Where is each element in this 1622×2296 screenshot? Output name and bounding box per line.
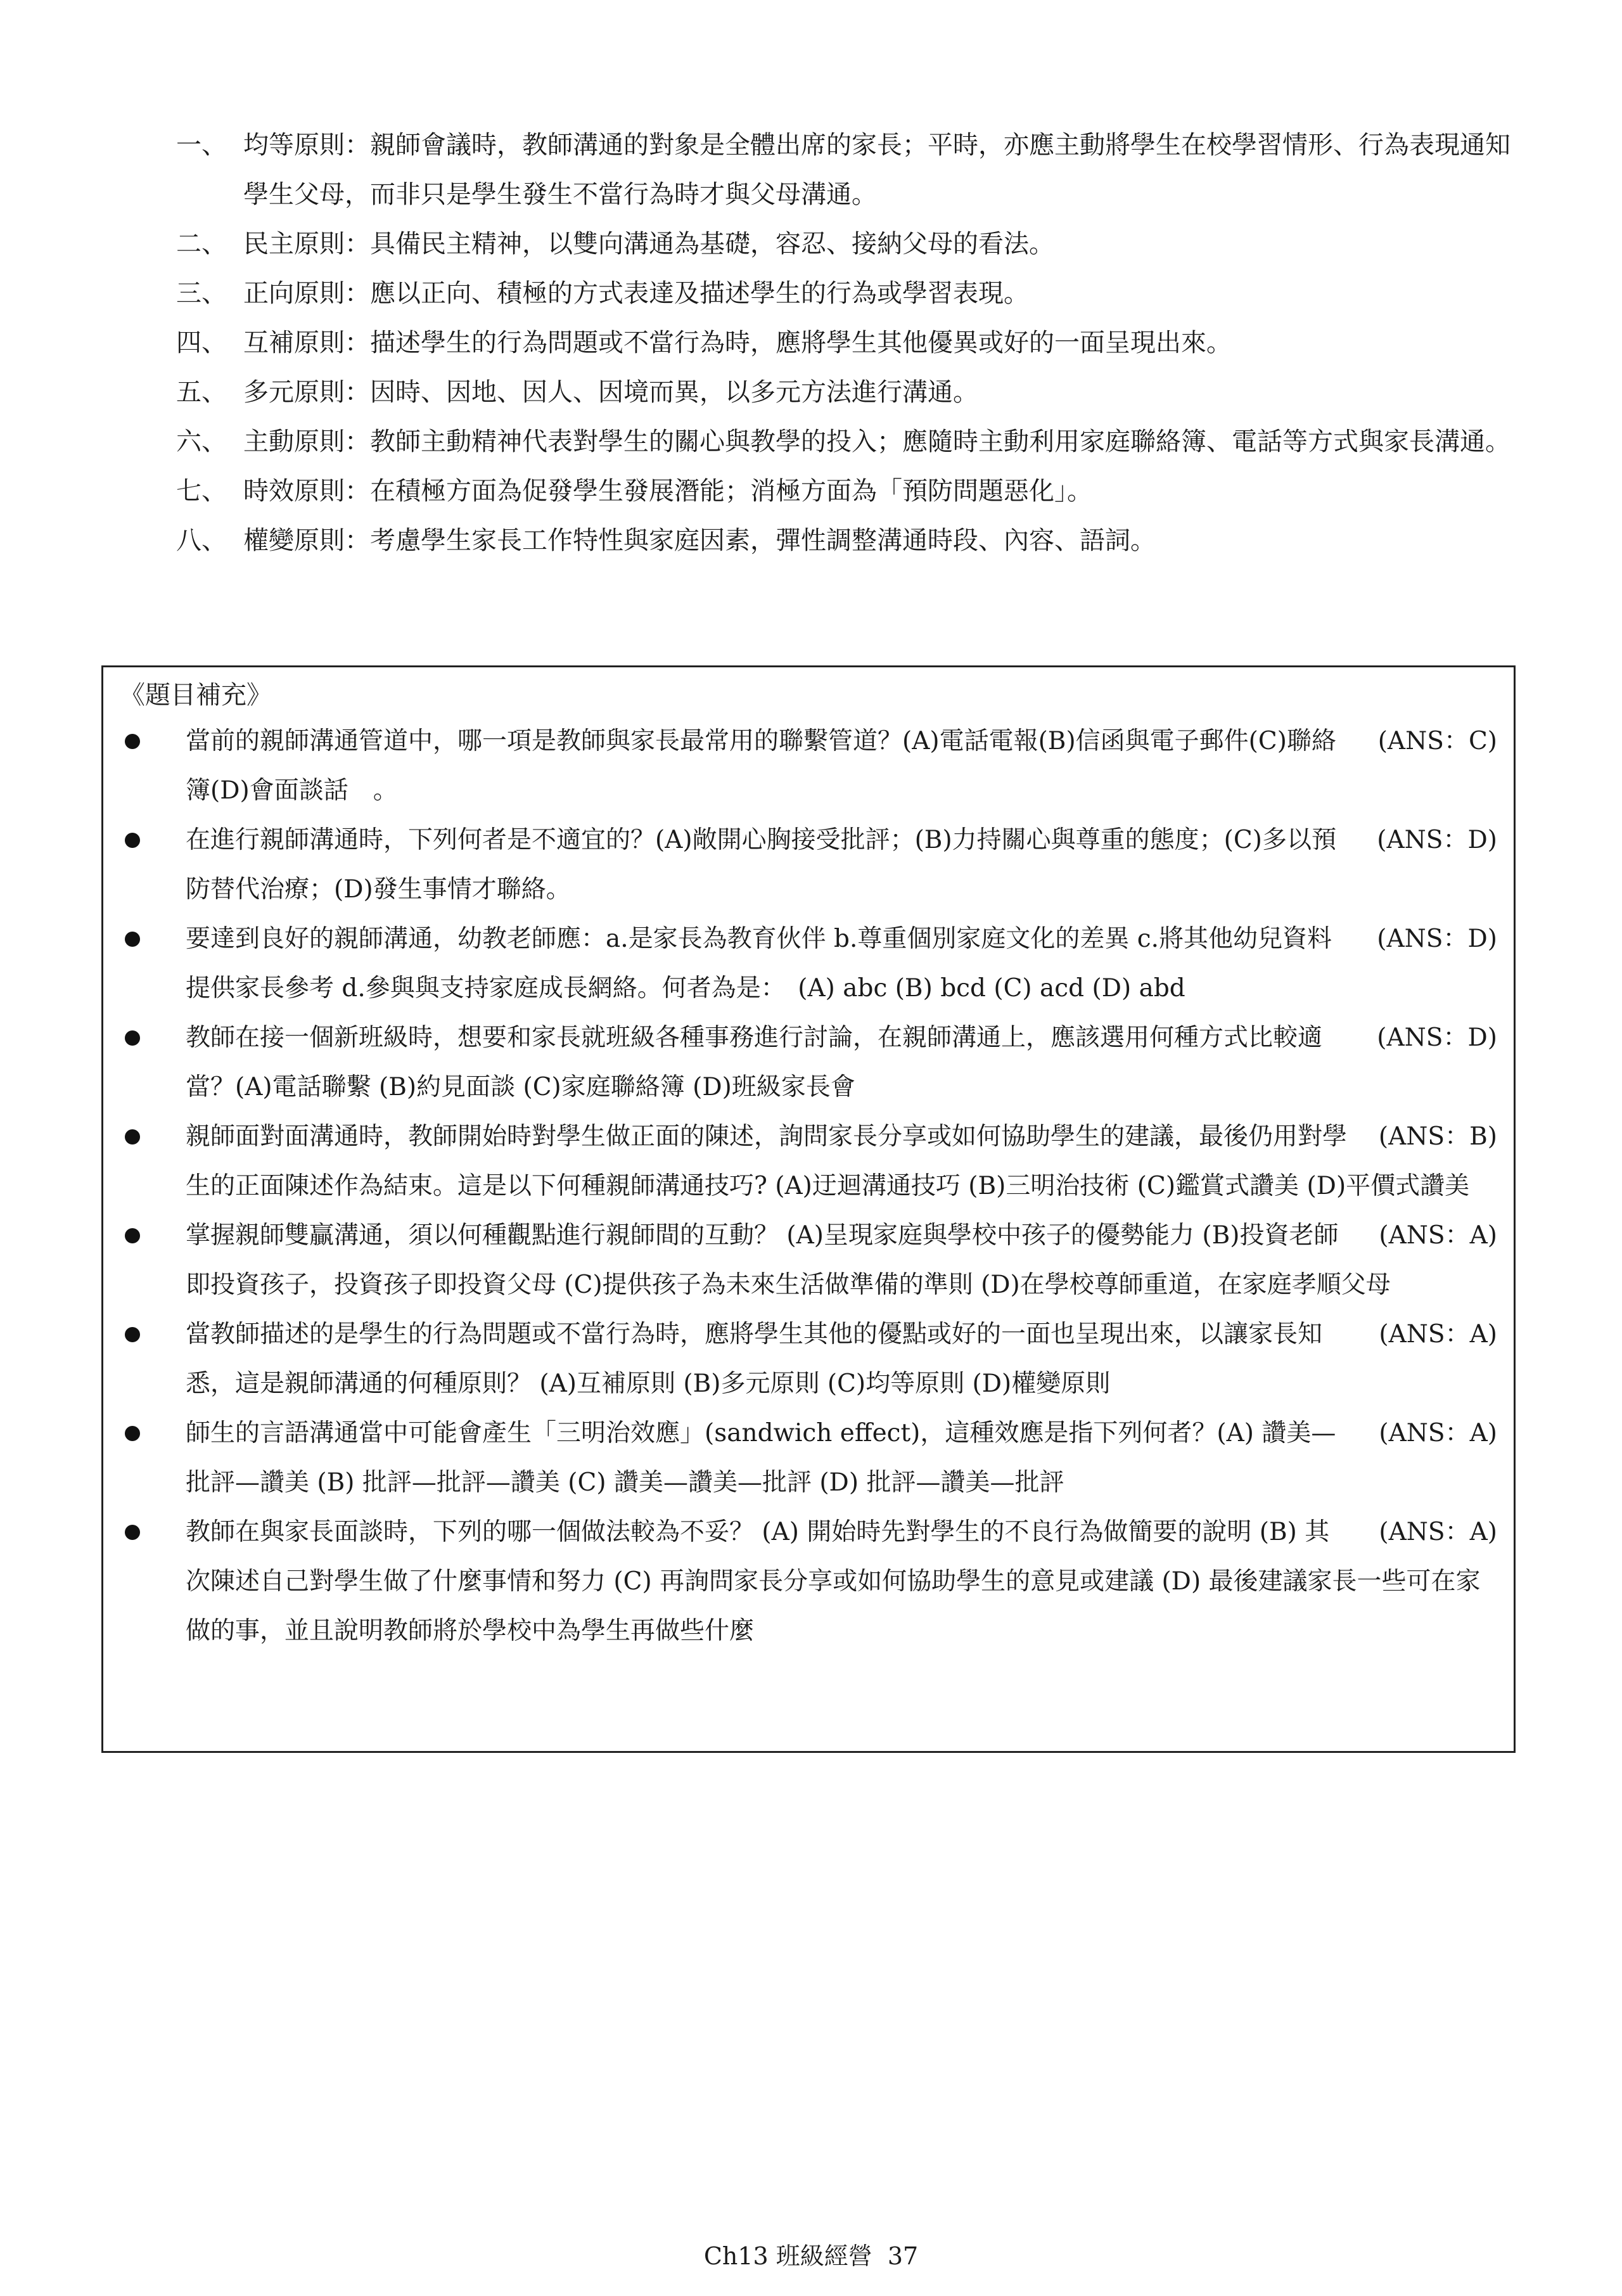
answer-label: (ANS：A): [1379, 1221, 1497, 1250]
answer-label: (ANS：D): [1377, 826, 1497, 854]
principle-item: [176, 368, 1526, 417]
principle-number: 五、: [176, 378, 227, 407]
question-text: 親師面對面溝通時，教師開始時對學生做正面的陳述，詢問家長分享或如何協助學生的建議，最後仍用對學生的正面陳述作為結束。這是以下何種親師溝通技巧? (A)迂迴溝通技巧 (B)三明治技術 (C)鑑賞式讚美 (D)平價式讚美: [186, 1122, 1470, 1200]
question-text: 師生的言語溝通當中可能會產生「三明治效應」(sandwich effect)，這種效應是指下列何者？(A) 讚美—批評—讚美 (B) 批評—批評—讚美 (C) 讚美—讚美—批評 (D) 批評—讚美—批評: [186, 1419, 1336, 1497]
principle-number: 四、: [176, 328, 227, 357]
answer-label: (ANS：B): [1378, 1122, 1497, 1151]
bullet-icon: [103, 816, 186, 865]
principle-item: [176, 516, 1526, 565]
principle-text: 互補原則：描述學生的行為問題或不當行為時，應將學生其他優異或好的一面呈現出來。: [243, 328, 1232, 357]
page-footer: [0, 2237, 1622, 2275]
question-item: [103, 1013, 1514, 1112]
question-body: [186, 717, 1514, 816]
principle-item: [176, 417, 1526, 466]
answer-label: (ANS：C): [1377, 727, 1497, 755]
bullet-icon: [103, 914, 186, 964]
bullet-icon: [103, 1013, 186, 1063]
principle-text: 均等原則：親師會議時，教師溝通的對象是全體出席的家長；平時，亦應主動將學生在校學習情形、行為表現通知學生父母，而非只是學生發生不當行為時才與父母溝通。: [243, 131, 1510, 209]
question-text: 要達到良好的親師溝通，幼教老師應：a.是家長為教育伙伴 b.尊重個別家庭文化的差異 c.將其他幼兒資料提供家長參考 d.參與與支持家庭成長網絡。何者為是： (A) abc (B) bcd (C) acd (D) abd: [186, 925, 1332, 1003]
question-body: [186, 1112, 1514, 1211]
principle-text: 時效原則：在積極方面為促發學生發展潛能；消極方面為「預防問題惡化」。: [243, 477, 1092, 506]
question-text: 教師在與家長面談時，下列的哪一個做法較為不妥？ (A) 開始時先對學生的不良行為做簡要的說明 (B) 其次陳述自己對學生做了什麼事情和努力 (C) 再詢問家長分享或如何協助學生的意見或建議 (D) 最後建議家長一些可在家做的事，並且說明教師將於學校中為學生再做些什麼: [186, 1518, 1481, 1645]
answer-label: (ANS：A): [1379, 1419, 1497, 1447]
bullet-icon: [103, 1310, 186, 1359]
principle-text: 民主原則：具備民主精神，以雙向溝通為基礎，容忍、接納父母的看法。: [243, 229, 1054, 259]
principle-number: 三、: [176, 279, 227, 308]
question-body: [186, 1211, 1514, 1310]
principle-item: [176, 466, 1526, 516]
principle-text: 多元原則：因時、因地、因人、因境而異，以多元方法進行溝通。: [243, 378, 978, 407]
principle-text: 主動原則：教師主動精神代表對學生的關心與教學的投入；應隨時主動利用家庭聯絡簿、電話等方式與家長溝通。: [243, 427, 1510, 456]
principle-item: [176, 269, 1526, 318]
principle-number: 八、: [176, 526, 227, 555]
principle-number: 七、: [176, 477, 227, 506]
question-body: [186, 816, 1514, 914]
principle-item: [176, 318, 1526, 368]
answer-label: (ANS：D): [1377, 1023, 1497, 1052]
question-item: [103, 1112, 1514, 1211]
question-item: [103, 1409, 1514, 1508]
principles-list: [176, 120, 1526, 565]
answer-label: (ANS：A): [1379, 1320, 1497, 1349]
principle-number: 一、: [176, 131, 227, 160]
question-text: 當前的親師溝通管道中，哪一項是教師與家長最常用的聯繫管道？(A)電話電報(B)信函與電子郵件(C)聯絡簿(D)會面談話 。: [186, 727, 1336, 805]
supplement-box: [101, 665, 1516, 1753]
question-item: [103, 1508, 1514, 1656]
bullet-icon: [103, 1409, 186, 1458]
bullet-icon: [103, 1112, 186, 1162]
principle-item: [176, 120, 1526, 219]
question-item: [103, 816, 1514, 914]
question-text: 在進行親師溝通時，下列何者是不適宜的？(A)敞開心胸接受批評；(B)力持關心與尊重的態度；(C)多以預防替代治療；(D)發生事情才聯絡。: [186, 826, 1336, 904]
question-list: [103, 717, 1514, 1656]
principle-number: 六、: [176, 427, 227, 456]
question-body: [186, 1409, 1514, 1508]
question-item: [103, 914, 1514, 1013]
supplement-title: 《題目補充》: [120, 681, 272, 710]
page-number: 37: [887, 2242, 919, 2270]
bullet-icon: [103, 717, 186, 766]
question-body: [186, 1508, 1514, 1656]
question-body: [186, 1310, 1514, 1409]
chapter-label: Ch13 班級經營: [703, 2242, 872, 2270]
principle-number: 二、: [176, 229, 227, 259]
question-item: [103, 717, 1514, 816]
question-item: [103, 1310, 1514, 1409]
question-item: [103, 1211, 1514, 1310]
answer-label: (ANS：A): [1379, 1518, 1497, 1546]
question-body: [186, 914, 1514, 1013]
question-text: 當教師描述的是學生的行為問題或不當行為時，應將學生其他的優點或好的一面也呈現出來，以讓家長知悉，這是親師溝通的何種原則？ (A)互補原則 (B)多元原則 (C)均等原則 (D)權變原則: [186, 1320, 1323, 1398]
question-text: 掌握親師雙贏溝通，須以何種觀點進行親師間的互動？ (A)呈現家庭與學校中孩子的優勢能力 (B)投資老師即投資孩子，投資孩子即投資父母 (C)提供孩子為未來生活做準備的準則 (D)在學校尊師重道，在家庭孝順父母: [186, 1221, 1391, 1299]
question-body: [186, 1013, 1514, 1112]
principle-item: [176, 219, 1526, 269]
principle-text: 權變原則：考慮學生家長工作特性與家庭因素，彈性調整溝通時段、內容、語詞。: [243, 526, 1156, 555]
principle-text: 正向原則：應以正向、積極的方式表達及描述學生的行為或學習表現。: [243, 279, 1029, 308]
answer-label: (ANS：D): [1377, 925, 1497, 953]
bullet-icon: [103, 1508, 186, 1557]
bullet-icon: [103, 1211, 186, 1260]
question-text: 教師在接一個新班級時，想要和家長就班級各種事務進行討論，在親師溝通上，應該選用何種方式比較適當？(A)電話聯繫 (B)約見面談 (C)家庭聯絡簿 (D)班級家長會: [186, 1023, 1323, 1101]
